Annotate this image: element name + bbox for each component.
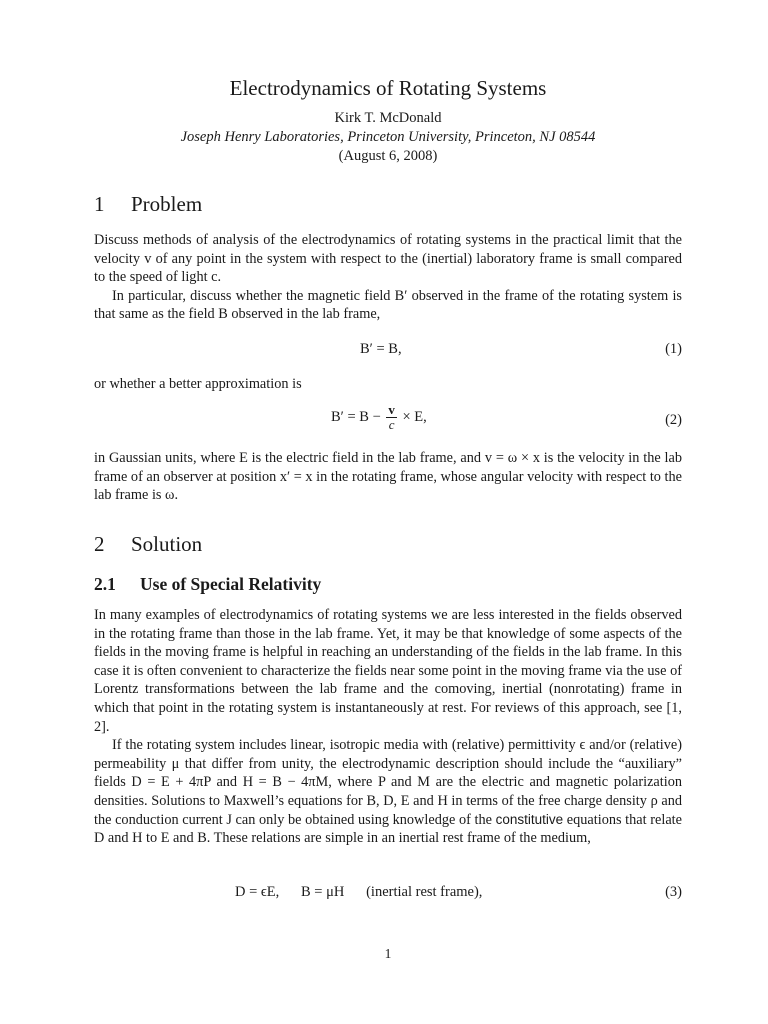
equation-2-body <box>331 403 427 432</box>
equation-2 <box>94 403 682 439</box>
solution-paragraph-2 <box>94 736 682 848</box>
section-1-heading <box>94 192 202 217</box>
equation-1 <box>94 341 682 363</box>
paper-title: Electrodynamics of Rotating Systems <box>229 76 547 100</box>
section-1-number: 1 <box>94 192 105 216</box>
section-1-title: Problem <box>131 192 203 216</box>
subsection-2-1-number: 2.1 <box>94 574 116 594</box>
equation-3-number: (3) <box>665 884 682 900</box>
equation-2-denominator: c <box>388 417 395 432</box>
author-name: Kirk T. McDonald <box>334 110 442 126</box>
equation-3 <box>94 884 682 906</box>
solution-paragraph-1: In many examples of electrodynamics of rotating systems we are less interested in the fields observed in the rotating frame than those in the lab frame. Yet, it may be that knowledge of some aspects of the fields in the moving frame is helpful in reaching an understanding of the fields in the lab frame. In this case it is often convenient to characterize the fields near some point in the moving frame via the use of Lorentz transformations between the lab frame and the comoving, inertial (nonrotating) frame in which that point in the rotating system is instantaneously at rest. For reviews of this approach, see [1, 2]. <box>94 607 682 735</box>
problem-paragraph-3-text: or whether a better approximation is <box>94 376 302 392</box>
problem-paragraph-1: Discuss methods of analysis of the electrodynamics of rotating systems in the practical limit that the velocity v of any point in the system with respect to the (inertial) laboratory frame is small compared to the speed of light c. <box>94 232 682 286</box>
paper-date: (August 6, 2008) <box>338 148 438 164</box>
equation-1-number: (1) <box>665 341 682 357</box>
problem-paragraph-3 <box>94 375 682 394</box>
section-2-heading <box>94 532 202 557</box>
section-1-paragraphs <box>94 231 682 324</box>
problem-paragraph-4-text: in Gaussian units, where E is the electric field in the lab frame, and v = ω × x is the velocity in the lab frame of an observer at position x′ = x in the rotating frame, whose angular velocity with respect to the lab frame is ω. <box>94 450 682 504</box>
equation-2-fraction <box>386 403 397 432</box>
problem-paragraph-4 <box>94 449 682 505</box>
section-2-number: 2 <box>94 532 105 556</box>
solution-paragraphs <box>94 606 682 848</box>
equation-3-body: D = ϵE, B = μH (inertial rest frame), <box>235 884 483 900</box>
subsection-2-1-heading <box>94 574 321 595</box>
equation-2-lhs: B′ = B − <box>331 408 381 425</box>
solution-paragraph-2b: equations that relate D and H to E and B. These relations are simple in an inertial rest frame of the medium, <box>94 811 682 847</box>
equation-2-numerator: v <box>388 402 395 417</box>
equation-2-number: (2) <box>665 412 682 428</box>
problem-paragraph-2: In particular, discuss whether the magnetic field B′ observed in the frame of the rotating system is that same as the field B observed in the lab frame, <box>94 287 682 323</box>
solution-paragraph-2a: If the rotating system includes linear, isotropic media with (relative) permittivity ϵ and/or (relative) permeability μ that differ from unity, the electrodynamic description should include the “auxiliary” fields D = E + 4πP and H = B − 4πM, where P and M are the electric and magnetic polarization densities. Solutions to Maxwell’s equations for B, D, E and H in terms of the free charge density ρ and the conduction current J can only be obtained using knowledge of the <box>94 737 682 828</box>
equation-1-body: B′ = B, <box>360 341 402 357</box>
section-2-title: Solution <box>131 532 203 556</box>
equation-2-rhs: × E, <box>402 408 427 425</box>
author-affiliation: Joseph Henry Laboratories, Princeton University, Princeton, NJ 08544 <box>180 129 596 145</box>
page-number: 1 <box>384 946 392 961</box>
subsection-2-1-title: Use of Special Relativity <box>140 574 322 594</box>
constitutive-word: constitutive <box>495 811 564 827</box>
